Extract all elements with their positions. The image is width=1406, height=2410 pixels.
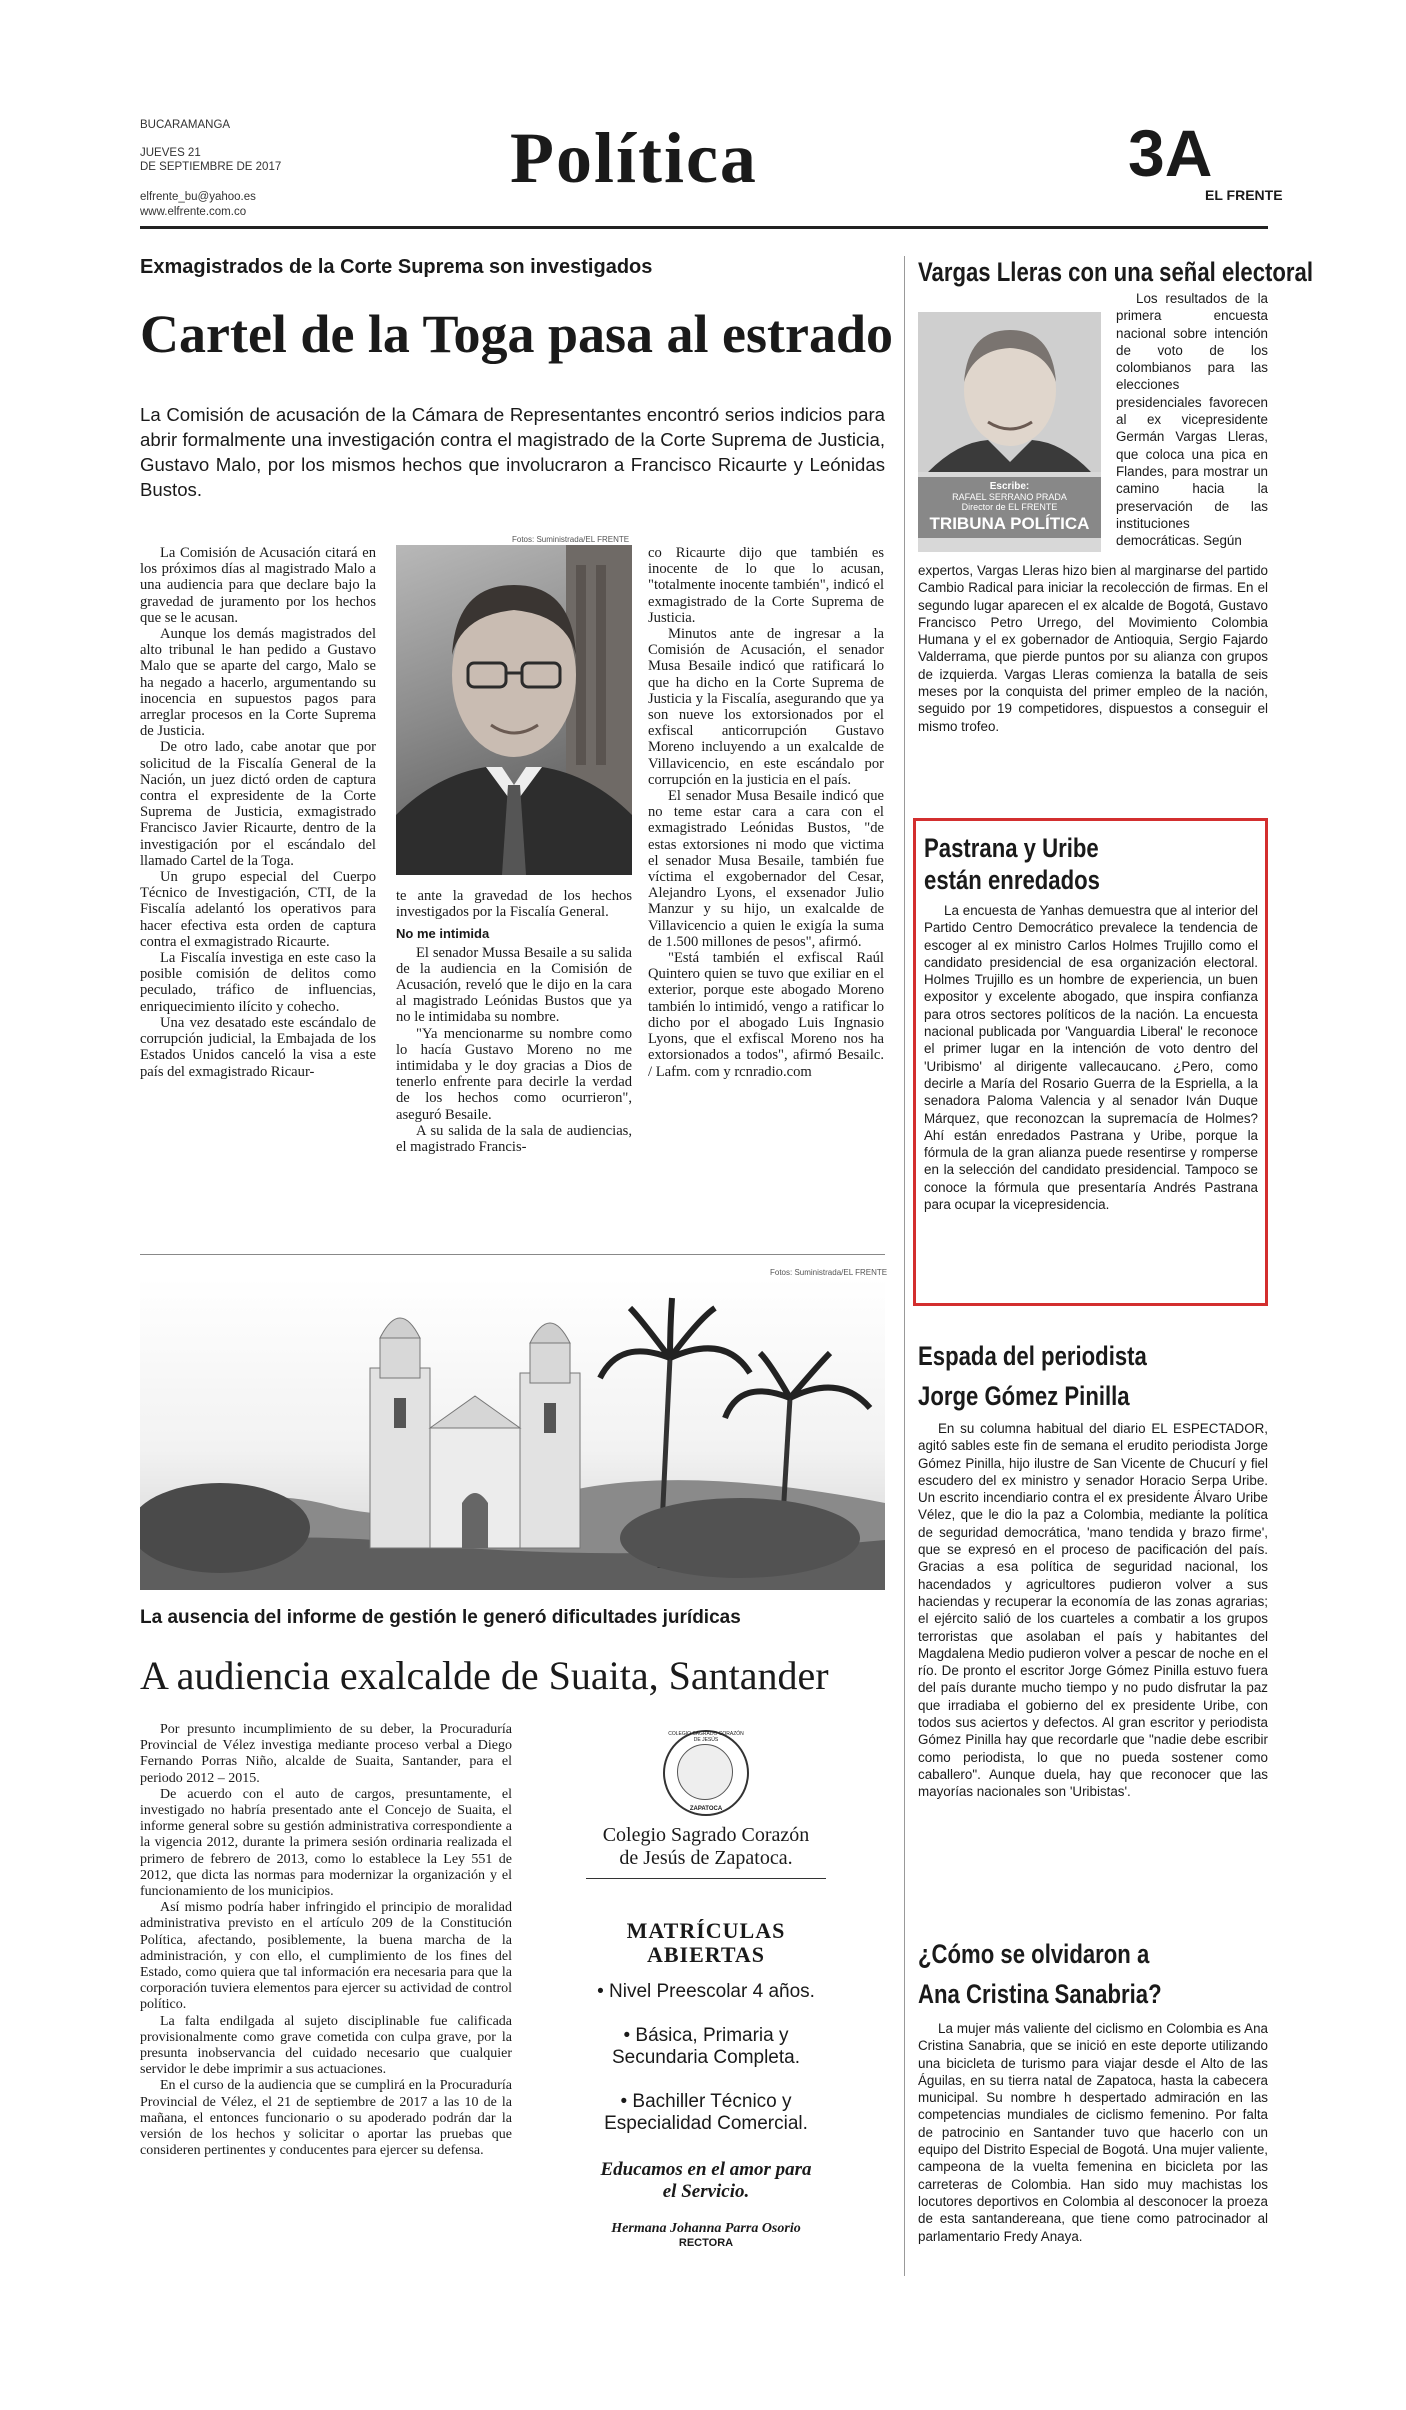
lead-column-2: te ante la gravedad de los hechos investigados por la Fiscalía General. No me intimida El senador Mussa Besaile a su salida de la audiencia en la Comisión de Acusación, reveló que le dijo en la cara al magistrado Leónidas Bustos que ya no le intimidaba su nombre. "Ya mencionarme su nombre como lo hacía Gustavo Moreno no me intimidaba y le doy gracias a Dios de tenerlo enfrente para decirle la verdad de los hechos como ocurrieron", aseguró Besaile. A su salida de la sala de audiencias, el magistrado Francis-	[396, 888, 632, 1156]
header-city: BUCARAMANGA	[140, 119, 231, 131]
lead-photo	[396, 545, 632, 875]
lead-bottom-rule	[140, 1254, 885, 1255]
school-name-line1: Colegio Sagrado Corazón	[602, 1824, 810, 1846]
lead-column-1: La Comisión de Acusación citará en los próximos días al magistrado Malo a una audiencia para que declare bajo la gravedad de juramento por los hechos que se le acusan. Aunque los demás magistrados del alto tribunal le han pedido a Gustavo Malo que se aparte del cargo, Malo se ha negado a hacerlo, argumentando su inocencia en supuestos pagos para arreglar procesos en la Corte Suprema de Justicia. De otro lado, cabe anotar que por solicitud de la Fiscalía General de la Nación, un juez dictó orden de captura contra el expresidente de la Corte Suprema de Justicia, exmagistrado Francisco Javier Ricaurte, dentro de la investigación por el escándalo del llamado Cartel de la Toga. Un grupo especial del Cuerpo Técnico de Investigación, CTI, de la Fiscalía adelantó los operativos para hacer efectiva esta orden de captura contra el exmagistrado Ricaurte. La Fiscalía investiga en este caso la posible comisión de delitos como peculado, tráfico de influencias, enriquecimiento ilícito y cohecho. Una vez desatado este escándalo de corrupción judicial, la Embajada de los Estados Unidos canceló la visa a este país del exmagistrado Ricaur-	[140, 545, 376, 1080]
ana-headline-1: ¿Cómo se olvidaron a	[918, 1939, 1150, 1969]
paper-name: EL FRENTE	[1205, 187, 1283, 203]
ad-item-3: • Bachiller Técnico y Especialidad Comercial.	[604, 2091, 808, 2134]
header-date-line2: DE SEPTIEMBRE DE 2017	[140, 161, 282, 173]
school-seal: COLEGIO SAGRADO CORAZÓN DE JESÚS ZAPATOCA	[663, 1730, 749, 1816]
second-body: Por presunto incumplimiento de su deber, la Procuraduría Provincial de Vélez investiga mediante proceso verbal a Diego Fernando Porras Niño, alcalde de Suaita, Santander, para el periodo 2012 – 2015. De acuerdo con el auto de cargos, presuntamente, el investigado no habría presentado ante el Concejo de Suaita, el informe general sobre su gestión administrativa correspondiente a la vigencia 2012, durante la primera sesión ordinaria realizada el primero de febrero de 2013, como lo establece la Ley 551 de 2012, que dicta las normas para modernizar la organización y el funcionamiento de los municipios. Así mismo podría haber infringido el principio de moralidad administrativa previsto en el artículo 209 de la Constitución Política, afectando, posiblemente, la buena marcha de la administración, y con ello, el cumplimiento de los fines del Estado, como quiera que tal información era necesaria para que la corporación tuviera elementos para ejercer su actividad de control político. La falta endilgada al sujeto disciplinable fue calificada provisionalmente como grave cometida con culpa grave, por la presunta inobservancia del cuidado necesario que cualquier servidor le debe imprimir a sus actuaciones. En el curso de la audiencia que se cumplirá en la Procuraduría Provincial de Vélez, el 21 de septiembre de 2017 a las 10 de la mañana, el entonces funcionario o su apoderado podrán dar la versión de los hechos y solicitar o aportar las pruebas que consideren pertinentes y conducentes para ejercer su defensa.	[140, 1722, 512, 2159]
section-title: Política	[510, 118, 758, 198]
suaita-photo	[140, 1278, 885, 1590]
column-divider	[904, 256, 905, 2276]
church-scene	[140, 1278, 885, 1590]
ad-motto: Educamos en el amor para el Servicio.	[600, 2159, 812, 2202]
second-headline: A audiencia exalcalde de Suaita, Santander	[140, 1653, 829, 1698]
lead-column-3: co Ricaurte dijo que también es inocente de lo que lo acusan, "totalmente inocente también", indicó el exmagistrado de la Corte Suprema de Justicia. Minutos ante de ingresar a la Comisión de Acusación, el senador Musa Besaile indicó que ratificará lo que ha dicho en la Corte Suprema de Justicia y la Fiscalía, asegurando que ya son nueve los extorsionados por el exfiscal anticorrupción Gustavo Moreno incluyendo a un exalcalde de Villavicencio, en este escándalo por corrupción en la justicia en el país. El senador Musa Besaile indicó que no teme estar cara a cara con el exmagistrado Leónidas Bustos, "de estas extorsiones ni modo que victima el senador Musa Besaile, también fue víctima el exgobernador del Cesar, Alejandro Lyons, el exsenador Julio Manzur y su hijo, un exalcalde de Villavicencio a quien le exigía la suma de 1.500 millones de pesos", afirmó. "Está también el exfiscal Raúl Quintero quien se tuvo que exiliar en el exterior, porque este abogado Moreno también lo intimidó, vengo a ratificar lo dicho por el abogado Luis Ingnasio Lyons, que el exfiscal Moreno nos ha extorsionados a todos", afirmó Besailc. / Lafm. com y rcnradio.com	[648, 545, 884, 1080]
page-number: 3A	[1128, 116, 1213, 190]
ad-title2: ABIERTAS	[646, 1942, 766, 1967]
lead-deck: La Comisión de acusación de la Cámara de Representantes encontró serios indicios para abrir formalmente una investigación contra el magistrado de la Corte Suprema de Justicia, Gustavo Malo, por los mismos hechos que involucraron a Francisco Ricaurte y Leónidas Bustos.	[140, 404, 885, 500]
ad-item-2: • Básica, Primaria y Secundaria Completa.	[612, 2025, 800, 2068]
magistrate-portrait	[396, 545, 632, 875]
lead-photo-credit: Fotos: Suministrada/EL FRENTE	[512, 535, 630, 544]
header-website: www.elfrente.com.co	[140, 206, 247, 218]
column-name: TRIBUNA POLÍTICA	[929, 514, 1090, 533]
header-rule	[140, 226, 1268, 229]
ad-signer: Hermana Johanna Parra Osorio	[611, 2221, 801, 2236]
second-kicker: La ausencia del informe de gestión le generó dificultades jurídicas	[140, 1607, 741, 1628]
seal-emblem-icon	[677, 1744, 733, 1800]
pastrana-headline-2: están enredados	[924, 865, 1100, 895]
school-ad	[528, 1730, 884, 2249]
byline-name: RAFAEL SERRANO PRADA	[952, 492, 1067, 502]
byline-role: Director de EL FRENTE	[961, 502, 1058, 512]
ana-headline-2: Ana Cristina Sanabria?	[918, 1979, 1162, 2009]
header-email: elfrente_bu@yahoo.es	[140, 191, 256, 203]
school-name-line2: de Jesús de Zapatoca.	[619, 1847, 793, 1869]
header-date-line1: JUEVES 21	[140, 147, 201, 159]
espada-headline-2: Jorge Gómez Pinilla	[918, 1381, 1130, 1411]
columnist-box	[918, 312, 1101, 552]
columnist-portrait	[918, 312, 1101, 472]
vargas-body-top: Los resultados de la primera encuesta nacional sobre intención de voto de los colombianos para las elecciones presidenciales favorecen al ex vicepresidente Germán Vargas Lleras, que coloca una pica en Flandes, para mostrar un camino hacia la preservación de las instituciones democráticas. Según	[1116, 291, 1268, 549]
ana-body: La mujer más valiente del ciclismo en Colombia es Ana Cristina Sanabria, que se inició en este deporte utilizando una bicicleta de turismo para viajar desde el Alto de las Águilas, en su tierra natal de Zapatoca, hasta la cabecera municipal. Su nombre h despertado admiración en las competencias mundiales de ciclismo femenino. Por falta de patrocinio en Santander tuvo que hacerlo con un equipo del Distrito Especial de Bogotá. Una mujer valiente, campeona de la vuelta femenina en bicicleta por las carreteras de Colombia. Han sido muy machistas los locutores deportivos en Colombia al desconocer la proeza de esta santandereana, que tiene como patrocinador al parlamentario Fredy Anaya.	[918, 2021, 1268, 2244]
lead-kicker: Exmagistrados de la Corte Suprema son investigados	[140, 256, 653, 278]
ad-title1: MATRÍCULAS	[626, 1918, 786, 1943]
byline-label: Escribe:	[989, 481, 1030, 492]
second-photo-credit: Fotos: Suministrada/EL FRENTE	[770, 1268, 888, 1277]
subhead-no-me-intimida: No me intimida	[396, 926, 490, 942]
ad-item-1: • Nivel Preescolar 4 años.	[597, 1981, 815, 2002]
ad-signer-role: RECTORA	[678, 2237, 734, 2249]
espada-body: En su columna habitual del diario EL ESPECTADOR, agitó sables este fin de semana el erudito periodista Jorge Gómez Pinilla, hijo ilustre de San Vicente de Chucurí y fiel escudero del ex ministro y senador Horacio Serpa Uribe. Un escrito incendiario contra el ex presidente Álvaro Uribe Vélez, que le dio la paz a Colombia, mediante la política de seguridad democrática, 'mano tendida y brazo firme', que se expresó en el proceso de pacificación del país. Gracias a esa política de seguridad nacional, los hacendados y agricultores pudieron volver a sus haciendas y recuperar la economía de las zonas agrarias; el ejército salió de los cuarteles a combatir a los grupos terroristas que asolaban el país y habitantes del Magdalena Medio pudieron volver a pescar de noche en el río. De pronto el escritor Jorge Gómez Pinilla estuvo fuera del país durante mucho tiempo y no pudo disfrutar la paz que irradiaba el gobierno del ex presidente Uribe, con todos sus aciertos y defectos. Al gran escritor y periodista Gómez Pinilla hay que recordarle que "nadie debe escribir como periodista, lo que no pueda sostener como caballero". Aunque duela, hay que reconocer que las mayorías nacionales son 'Uribistas'.	[918, 1421, 1268, 1800]
pastrana-body: La encuesta de Yanhas demuestra que al interior del Partido Centro Democrático prevalece la tendencia de escoger al ex ministro Carlos Holmes Trujillo como el candidato presidencial de esa organización electoral. Holmes Trujillo es un hombre de experiencia, un buen expositor y excelente abogado, que inspira confianza para otros sectores políticos de la nación. La encuesta nacional publicada por 'Vanguardia Liberal' le reconoce el primer lugar en la intención de voto dentro del 'Uribismo' al dirigente vallecaucano. ¿Pero, como decirle a María del Rosario Guerra de la Espriella, a la senadora Paloma Valencia y al senador Iván Duque Márquez, que reconozcan la supremacía de Holmes? Ahí están enredados Pastrana y Uribe, porque la fórmula de la gran alianza puede resentirse y romperse en la selección del candidato presidencial. Tampoco se conoce la fórmula que presentaría Andrés Pastrana para ocupar la vicepresidencia.	[924, 903, 1258, 1213]
pastrana-headline-1: Pastrana y Uribe	[924, 833, 1099, 863]
vargas-body-bottom: expertos, Vargas Lleras hizo bien al marginarse del partido Cambio Radical para iniciar la recolección de firmas. En el segundo lugar aparecen el ex alcalde de Bogotá, Gustavo Francisco Petro Urrego, del Movimiento Colombia Humana y el ex gobernador de Antioquia, Sergio Fajardo Valderrama, que pierde puntos por su alianza con grupos de izquierda. Vargas Lleras comienza la batalla de seis meses por la conquista del primer empleo de la nación, seguido por 19 competidores, dispuestos a conseguir el mismo trofeo.	[918, 563, 1268, 734]
vargas-headline: Vargas Lleras con una señal electoral	[918, 257, 1314, 287]
espada-headline-1: Espada del periodista	[918, 1341, 1147, 1371]
lead-headline: Cartel de la Toga pasa al estrado	[140, 304, 894, 364]
